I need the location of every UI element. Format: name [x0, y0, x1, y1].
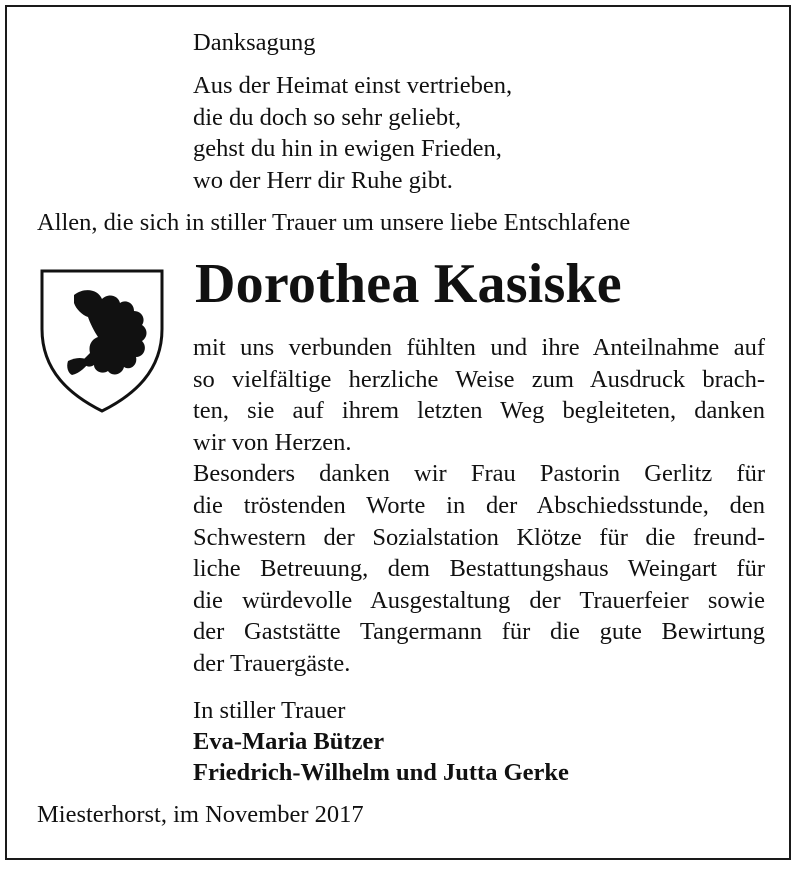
intro-text: Allen, die sich in stiller Trauer um unsere liebe Entschlafene	[37, 209, 631, 236]
coat-of-arms-antler-icon	[38, 265, 166, 415]
body-line: mit uns verbunden fühlten und ihre Anteilnahme auf	[193, 334, 765, 361]
body-line: ten, sie auf ihrem letzten Weg begleiteten, danken	[193, 397, 765, 425]
body-line: der Gaststätte Tangermann für die gute Bewirtung	[193, 618, 765, 646]
verse-line: Aus der Heimat einst vertrieben,	[193, 72, 513, 99]
body-line: die tröstenden Worte in der Abschiedsstunde, den	[193, 491, 765, 519]
body-line: die würdevolle Ausgestaltung der Trauerfeier sowie	[193, 586, 765, 614]
body-line: wir von Herzen.	[193, 428, 352, 456]
signature-block	[193, 695, 569, 788]
closing-text: In stiller Trauer	[193, 697, 346, 724]
verse-line: die du doch so sehr geliebt,	[193, 103, 462, 131]
notice-heading: Danksagung	[193, 29, 316, 56]
deceased-name: Dorothea Kasiske	[195, 253, 622, 315]
acknowledgement-body	[193, 332, 765, 680]
body-line: der Trauergäste.	[193, 649, 351, 677]
place-date: Miesterhorst, im November 2017	[37, 801, 364, 828]
verse-line: gehst du hin in ewigen Frieden,	[193, 135, 502, 162]
body-line: so vielfältige herzliche Weise zum Ausdruck brach-	[193, 365, 765, 393]
verse-line: wo der Herr dir Ruhe gibt.	[193, 166, 453, 194]
body-line: liche Betreuung, dem Bestattungshaus Weingart für	[193, 555, 765, 583]
body-line: Besonders danken wir Frau Pastorin Gerlitz für	[193, 460, 765, 488]
body-line: Schwestern der Sozialstation Klötze für die freund-	[193, 523, 765, 551]
signatory-name: Friedrich-Wilhelm und Jutta Gerke	[193, 759, 569, 786]
verse	[193, 70, 512, 196]
signatory-name: Eva-Maria Bützer	[193, 728, 385, 755]
